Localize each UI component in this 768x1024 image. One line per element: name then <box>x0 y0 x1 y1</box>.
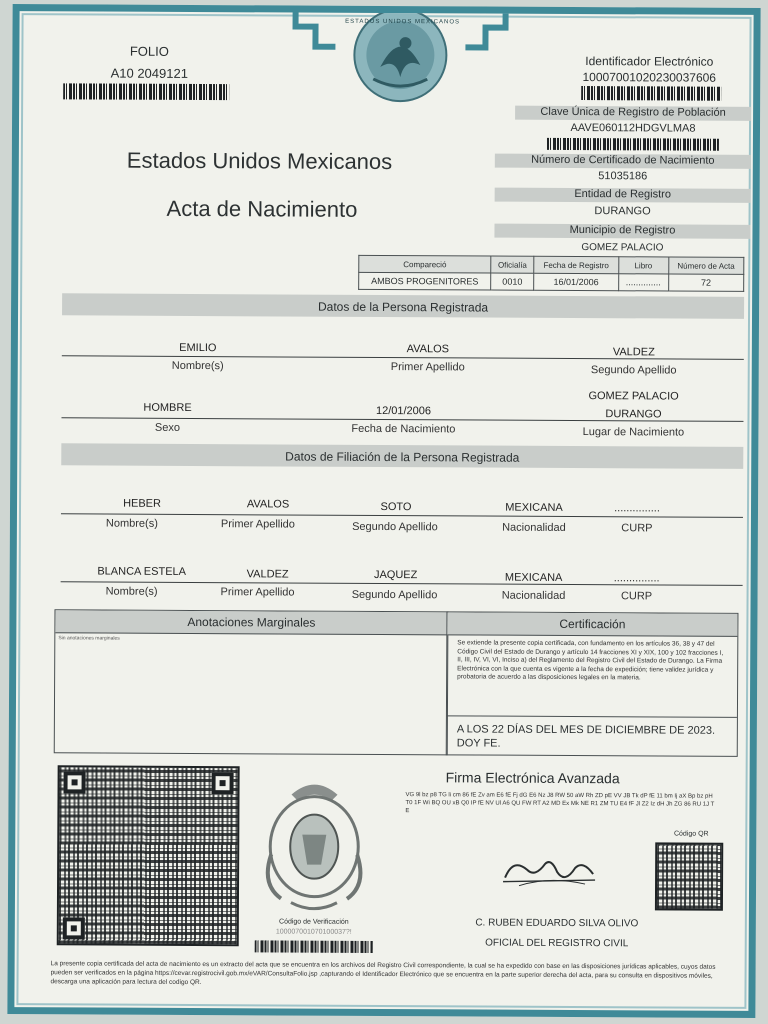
person-name-label: Nombre(s) <box>171 359 224 373</box>
entity-value: DURANGO <box>594 205 651 218</box>
footer-text: La presente copia certificada del acta de nacimiento es un extracto del acta que se encuentra en los archivos del Registro Civil correspondiente, la cual se ha expedido con base en las disposiciones jurídicas aplicables, cuyos datos pueden ser verificados en la página https://cevar.registrocivil.gob.mx/eVAR/ConsultaFolio.jsp ,capturando el Identificador Electrónico que se encuentra en la parte superior derecha del acta, para su consulta en dispositivos móviles, descarga una aplicación para lectura del codigo QR. <box>50 960 716 987</box>
parent2-second-surname: JAQUEZ <box>373 568 418 582</box>
person-birth-date: 12/01/2006 <box>375 404 432 418</box>
electronic-id-value: 10007001020230037606 <box>582 70 717 85</box>
person-second-surname: VALDEZ <box>612 346 655 359</box>
certification-title: Certificación <box>447 612 737 637</box>
parent1-second-surname: SOTO <box>380 500 412 514</box>
parent1-first-surname-label: Primer Apellido <box>220 518 295 531</box>
official-name: C. RUBEN EDUARDO SILVA OLIVO <box>475 917 639 930</box>
seal-text: ESTADOS UNIDOS MEXICANOS <box>345 18 461 26</box>
parent1-curp: ............... <box>614 502 660 515</box>
municipality-value: GOMEZ PALACIO <box>581 242 664 254</box>
table-cell: AMBOS PROGENITORES <box>359 272 491 290</box>
parent2-nationality-label: Nacionalidad <box>501 589 566 602</box>
signature-qr <box>655 842 723 910</box>
document-title: Acta de Nacimiento <box>166 195 358 222</box>
verification-label: Código de Verificación <box>279 918 349 926</box>
certification-box <box>446 611 739 757</box>
parent2-curp-label: CURP <box>620 590 653 603</box>
certification-date: A LOS 22 DÍAS DEL MES DE DICIEMBRE DE 2023. DOY FE. <box>447 715 737 758</box>
person-sex: HOMBRE <box>143 401 192 414</box>
birth-place-city: GOMEZ PALACIO <box>588 390 679 403</box>
folio-barcode <box>63 83 229 100</box>
cert-number-value: 51035186 <box>598 170 648 183</box>
annotations-box <box>54 609 449 755</box>
parent1-curp-label: CURP <box>621 522 653 535</box>
country-title: Estados Unidos Mexicanos <box>126 147 393 175</box>
municipality-label: Municipio de Registro <box>569 223 676 237</box>
table-row <box>359 272 744 291</box>
parent2-first-surname: VALDEZ <box>246 568 289 581</box>
parent1-nationality: MEXICANA <box>505 501 563 514</box>
person-first-surname: AVALOS <box>406 343 450 356</box>
signature-hash: VG 9l bz p8 TG li cm 86 fE Zv am E6 fE Fj dG E6 Nz J8 RW 50 aW Rh ZD pE VV JB Tk dP fE 11 bm Ij aX Bp bz pH T0 1F Wi BQ OU xB Q0 IP fE NV Ul A6 QU FW RT A2 MD Ex Mk NE R1 ZM TU E4 fF Jl Z2 Iz dH Jh ZG 86 RU 1J TE <box>405 792 715 815</box>
annotations-content: Sin anotaciones marginales <box>58 635 120 642</box>
table-header-cell: Compareció <box>359 255 491 273</box>
parent2-nationality: MEXICANA <box>504 571 563 584</box>
verification-barcode <box>255 940 373 953</box>
verification-qr <box>57 765 240 946</box>
birth-date-label: Fecha de Nacimiento <box>351 422 456 436</box>
qr-finder <box>64 771 86 793</box>
parent2-first-surname-label: Primer Apellido <box>220 586 295 599</box>
table-cell: .............. <box>618 274 668 291</box>
parent1-second-surname-label: Segundo Apellido <box>352 520 438 534</box>
folio-label: FOLIO <box>129 43 169 59</box>
folio-value: A10 2049121 <box>110 65 188 81</box>
signature-title: Firma Electrónica Avanzada <box>445 769 620 787</box>
table-header-cell: Número de Acta <box>668 257 744 274</box>
birth-certificate <box>7 4 760 1018</box>
table-header-cell: Libro <box>618 257 668 274</box>
curp-barcode <box>547 138 719 151</box>
parent1-nationality-label: Nacionalidad <box>502 521 566 534</box>
state-seal <box>261 774 368 915</box>
annotations-title: Anotaciones Marginales <box>55 610 447 635</box>
filiation-section-title: Datos de Filiación de la Persona Registrada <box>285 449 520 465</box>
signature-icon <box>499 854 599 891</box>
table-cell: 16/01/2006 <box>534 273 619 290</box>
person-second-surname-label: Segundo Apellido <box>590 364 677 377</box>
official-signature <box>499 854 599 891</box>
birth-place-state: DURANGO <box>605 408 662 421</box>
parent2-second-surname-label: Segundo Apellido <box>351 588 438 602</box>
birth-place-label: Lugar de Nacimiento <box>582 426 685 439</box>
qr-finder <box>63 917 85 939</box>
electronic-id-label: Identificador Electrónico <box>585 54 714 69</box>
verification-code: 100007001070100037?! <box>275 928 352 936</box>
parent2-name-label: Nombre(s) <box>105 585 158 598</box>
parent2-name: BLANCA ESTELA <box>97 565 187 578</box>
person-first-surname-label: Primer Apellido <box>390 361 465 374</box>
person-sex-label: Sexo <box>154 421 180 434</box>
registry-table <box>358 255 744 292</box>
table-cell: 0010 <box>491 273 534 290</box>
entity-label: Entidad de Registro <box>574 187 672 201</box>
table-header-cell: Fecha de Registro <box>534 256 619 273</box>
table-header-cell: Oficialía <box>491 256 534 273</box>
registry-table-header <box>359 255 744 274</box>
parent1-first-surname: AVALOS <box>246 498 290 511</box>
qr-finder <box>212 772 234 794</box>
qr-code-label: Código QR <box>673 830 709 838</box>
durango-coat-of-arms-icon <box>261 774 368 915</box>
cert-number-label: Número de Certificado de Nacimiento <box>531 153 715 167</box>
parent1-name-label: Nombre(s) <box>105 517 158 530</box>
curp-label: Clave Única de Registro de Población <box>540 105 726 119</box>
electronic-id-barcode <box>581 86 721 101</box>
person-name: EMILIO <box>179 341 217 355</box>
official-title: OFICIAL DEL REGISTRO CIVIL <box>485 937 629 950</box>
person-section-title: Datos de la Persona Registrada <box>317 299 489 315</box>
certification-text: Se extiende la presente copia certificada, con fundamento en los artículos 36, 38 y 47 del Código Civil del Estado de Durango y artículo 14 fracciones XI y XIX, 100 y 102 fracciones I, II, III, IV, VI, VI, Inciso a) del Reglamento del Registro Civil del Estado de Durango. La Firma Electrónica con la que cuenta es vigente a la fecha de expedición; tiene validez jurídica y probatoria de acuerdo a las disposiciones legales en la materia. <box>457 639 724 682</box>
parent1-name: HEBER <box>123 497 162 510</box>
curp-value: AAVE060112HDGVLMA8 <box>570 121 696 135</box>
parent2-curp: ............... <box>613 572 660 585</box>
table-cell: 72 <box>668 274 744 291</box>
